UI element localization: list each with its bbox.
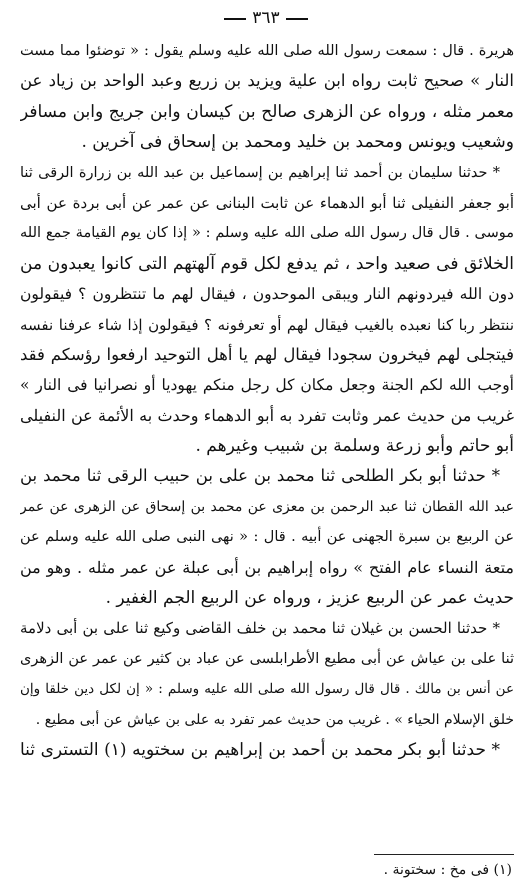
header-dash-right [286,18,308,20]
text-line: غريب من حديث عمر وثابت تفرد به أبو الدهماء وحدث به الأئمة عن النفيلى [20,405,514,425]
text-line: النار » صحيح ثابت رواه ابن علية ويزيد بن زريع وعبد الواحد بن زياد عن [20,71,514,91]
text-line: الخلائق فى صعيد واحد ، ثم يدفع لكل قوم آلهتهم التى كانوا يعبدون من [20,253,514,274]
text-line: عبد الله القطان ثنا عبد الرحمن بن معزى عن محمد بن إسحاق عن الزهرى عن عمر [20,498,514,515]
text-line: متعة النساء عام الفتح » رواه إبراهيم بن أبى عبلة عن عمر مثله . وهو من [20,557,514,577]
text-line: وشعيب ويونس ومحمد بن خليد ومحمد بن إسحاق فى آخرين . [81,132,514,153]
text-line: * حدثنا الحسن بن غيلان ثنا محمد بن خلف القاضى وكيع ثنا على بن أبى دلامة [20,619,500,638]
text-line: * حدثنا أبو بكر محمد بن أحمد بن إبراهيم بن سختويه (١) التسترى ثنا [20,739,500,760]
text-line: أوجب الله لكم الجنة وجعل مكان كل رجل منكم يهوديا أو نصرانيا فى النار » [20,376,514,395]
text-line: ننتظر ربا كنا نعبده بالغيب فيقال لهم أو تعرفونه ؟ فيقولون إذا شاء عرفنا نفسه [20,315,514,334]
text-line: أبو جعفر النفيلى ثنا أبو الدهماء عن ثابت البنانى عن عمر عن أبى بردة عن أبى [20,193,514,212]
text-line: أبو حاتم وأبو زرعة وسلمة بن شبيب وغيرهم . [195,436,514,457]
page-header [0,8,532,28]
text-line: * حدثنا أبو بكر الطلحى ثنا محمد بن على بن حبيب الرقى ثنا محمد بن [20,466,500,486]
text-line: عن أنس بن مالك . قال قال رسول الله صلى الله عليه وسلم : « إن لكل دين خلقا وإن [20,681,514,698]
page-number: ٣٦٣ [252,8,280,28]
footnote-divider [374,854,514,855]
text-line: هريرة . قال : سمعت رسول الله صلى الله عليه وسلم يقول : « توضئوا مما مست [20,43,514,59]
body-text [20,36,514,765]
text-line: خلق الإسلام الحياء » . غريب من حديث عمر تفرد به على بن عياش عن أبى مطيع . [35,711,514,728]
text-line: معمر مثله ، ورواه عن الزهرى صالح بن كيسان وابن جريج وابن مسافر [20,101,514,122]
header-dash-left [224,18,246,20]
footnote: (١) فى مخ : سختونة . [383,862,512,878]
text-line: حديث عمر عن الربيع عزيز ، ورواه عن الربيع الجم الغفير . [105,588,514,609]
text-line: عن الربيع بن سبرة الجهنى عن أبيه . قال : « نهى النبى صلى الله عليه وسلم عن [20,529,514,546]
text-line: * حدثنا سليمان بن أحمد ثنا إبراهيم بن إسماعيل بن عبد الله بن زرارة الرقى ثنا [20,164,500,181]
text-line: فيتجلى لهم فيخرون سجودا فيقال لهم يا أهل التوحيد ارفعوا رؤسكم فقد [20,344,514,364]
text-line: موسى . قال قال رسول الله صلى الله عليه وسلم : « إذا كان يوم القيامة جمع الله [20,225,514,242]
text-line: دون الله فيردونهم النار ويبقى الموحدون ، فيقال لهم ما تنتظرون ؟ فيقولون [20,285,514,304]
text-line: ثنا على بن عياش عن أبى مطيع الأطرابلسى عن عباد بن كثير عن عمر عن الزهرى [20,650,514,667]
